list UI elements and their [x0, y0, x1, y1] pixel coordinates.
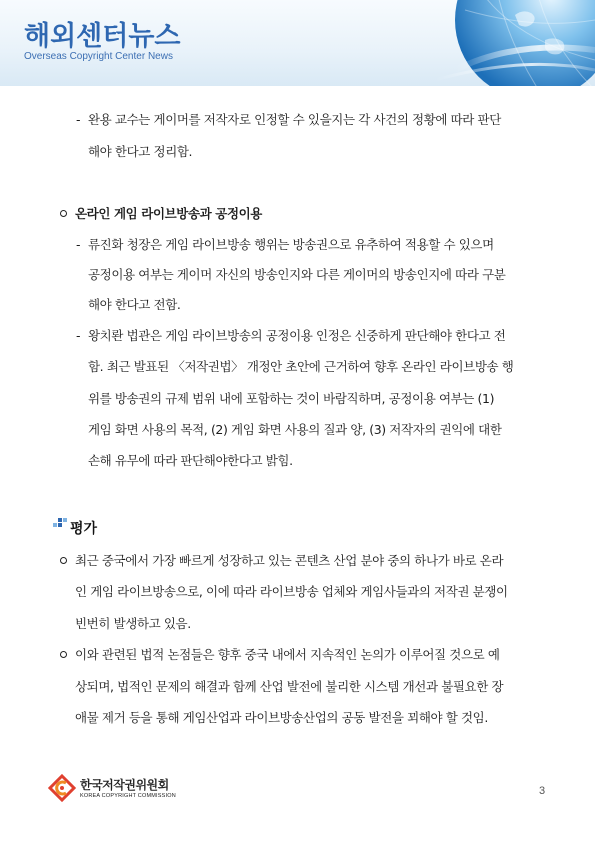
section-heading: 온라인 게임 라이브방송과 공정이용: [75, 206, 262, 221]
text-line: 왕치롼 법관은 게임 라이브방송의 공정이용 인정은 신중하게 판단해야 한다고 전: [88, 328, 506, 343]
circle-bullet-icon: [60, 651, 67, 658]
text-line: 애물 제거 등을 통해 게임산업과 라이브방송산업의 공동 발전을 꾀해야 할 것임.: [75, 710, 488, 725]
text-line: 완용 교수는 게이머를 저작자로 인정할 수 있을지는 각 사건의 정황에 따라 판단: [88, 112, 501, 127]
text-line: 이와 관련된 법적 논점들은 향후 중국 내에서 지속적인 논의가 이루어질 것으로 예: [75, 647, 500, 662]
text-line: 최근 중국에서 가장 빠르게 성장하고 있는 콘텐츠 산업 분야 중의 하나가 바로 온라: [75, 553, 504, 568]
text-line: 공정이용 여부는 게이머 자신의 방송인지와 다른 게이머의 방송인지에 따라 구분: [88, 267, 506, 282]
circle-bullet-icon: [60, 210, 67, 217]
text-line: 상되며, 법적인 문제의 해결과 함께 산업 발전에 불리한 시스템 개선과 불필요한 장: [75, 679, 504, 694]
text-line: 위를 방송권의 규제 범위 내에 포함하는 것이 바람직하며, 공정이용 여부는 (1): [88, 391, 495, 406]
page-number: 3: [539, 785, 546, 797]
header-title: 해외센터뉴스: [24, 21, 181, 52]
section-marker-icon: [53, 518, 67, 530]
copyright-commission-logo-icon: [48, 774, 76, 802]
circle-bullet-icon: [60, 557, 67, 564]
org-name: 한국저작권위원회: [80, 778, 169, 792]
header-banner: [0, 0, 595, 86]
text-line: 손해 유무에 따라 판단해야한다고 밝힘.: [88, 453, 293, 468]
text-line: 류진화 청장은 게임 라이브방송 행위는 방송권으로 유추하여 적용할 수 있으며: [88, 237, 494, 252]
dash-marker: -: [76, 328, 81, 343]
header-subtitle: Overseas Copyright Center News: [24, 51, 173, 62]
text-line: 해야 한다고 전함.: [88, 297, 181, 312]
dash-marker: -: [76, 112, 81, 127]
text-line: 함. 최근 발표된 〈저작권법〉 개정안 초안에 근거하여 향후 온라인 라이브방송 행: [88, 359, 514, 374]
dash-marker: -: [76, 237, 81, 252]
text-line: 인 게임 라이브방송으로, 이에 따라 라이브방송 업체와 게임사들과의 저작권 분쟁이: [75, 584, 508, 599]
org-name-english: KOREA COPYRIGHT COMMISSION: [80, 793, 176, 799]
text-line: 게임 화면 사용의 목적, (2) 게임 화면 사용의 질과 양, (3) 저작자의 권익에 대한: [88, 422, 502, 437]
globe-icon: [395, 0, 595, 86]
evaluation-title: 평가: [70, 521, 98, 537]
text-line: 해야 한다고 정리함.: [88, 144, 193, 159]
text-line: 빈번히 발생하고 있음.: [75, 616, 191, 631]
